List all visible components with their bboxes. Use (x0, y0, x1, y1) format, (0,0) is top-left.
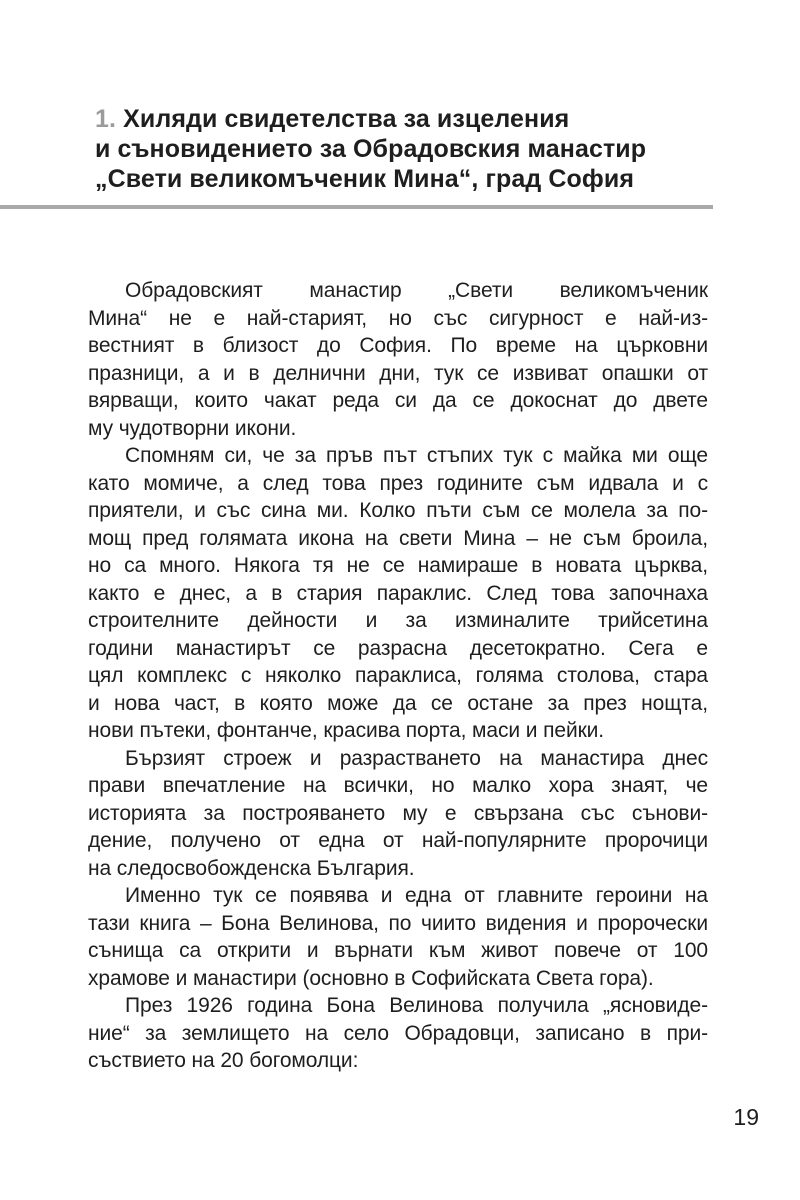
body-line: мощ пред голямата икона на свети Мина – не съм броила, (88, 526, 708, 550)
body-line: нови пътеки, фонтанче, красива порта, маси и пейки. (88, 719, 605, 742)
body-line: но са много. Някога тя не се намираше в новата църква, (88, 554, 708, 577)
body-line: През 1926 година Бона Велинова получила „ясновиде- (125, 994, 708, 1017)
body-line: години манастирът се разрасна десетократно. Сега е (88, 636, 708, 660)
body-line: Мина“ не е най-старият, но със сигурност е най-из- (88, 306, 708, 330)
body-line: Обрадовският манастир „Свети великомъченик (125, 279, 708, 302)
body-line: вярващи, които чакат реда си да се докоснат до двете (88, 389, 708, 412)
body-line: съствието на 20 богомолци: (88, 1049, 359, 1072)
body-line: както е днес, а в стария параклис. След това започнаха (88, 581, 708, 605)
body-line: тази книга – Бона Велинова, по чиито видения и пророчески (88, 911, 708, 935)
chapter-heading-line-1: Хиляди свидетелства за изцеления (123, 105, 570, 133)
chapter-heading-line-3: „Свети великомъченик Мина“, град София (95, 165, 635, 193)
paragraph-5 (88, 992, 708, 1075)
chapter-heading (95, 104, 715, 194)
body-line: на следосвобожденска България. (88, 856, 415, 880)
body-line: вестният в близост до София. По време на църковни (88, 334, 708, 357)
paragraph-1 (88, 277, 708, 442)
page-number: 19 (733, 1104, 759, 1130)
paragraph-3 (88, 745, 708, 883)
body-line: историята за построяването му е свързана със сънови- (88, 801, 708, 825)
body-line: цял комплекс с няколко параклиса, голяма столова, стара (88, 664, 708, 687)
body-line: и нова част, в която може да се остане за през нощта, (88, 691, 708, 715)
body-line: приятели, и със сина ми. Колко пъти съм се молела за по- (88, 499, 708, 522)
body-line: празници, а и в делнични дни, тук се извиват опашки от (88, 361, 708, 385)
body-text (88, 277, 708, 1075)
paragraph-2 (88, 442, 708, 745)
body-line: като момиче, а след това през годините съм идвала и с (88, 471, 708, 495)
chapter-heading-line-2: и съновидението за Обрадовския манастир (95, 135, 647, 163)
paragraph-4 (88, 882, 708, 992)
body-line: прави впечатление на всички, но малко хора знаят, че (88, 774, 708, 797)
body-line: Спомням си, че за пръв път стъпих тук с майка ми още (125, 444, 708, 467)
body-line: дение, получено от една от най-популярните пророчици (88, 829, 708, 852)
body-line: му чудотворни икони. (88, 416, 297, 440)
body-line: Бързият строеж и разрастването на манастира днес (125, 746, 708, 770)
body-line: сънища са открити и върнати към живот повече от 100 (88, 939, 708, 962)
body-line: строителните дейности и за изминалите трийсетина (88, 609, 708, 632)
body-line: храмове и манастири (основно в Софийската Света гора). (88, 966, 654, 990)
body-line: Именно тук се появява и една от главните героини на (125, 884, 708, 907)
body-line: ние“ за землището на село Обрадовци, записано в при- (88, 1021, 708, 1045)
chapter-number: 1. (95, 105, 124, 133)
section-divider (0, 205, 713, 209)
